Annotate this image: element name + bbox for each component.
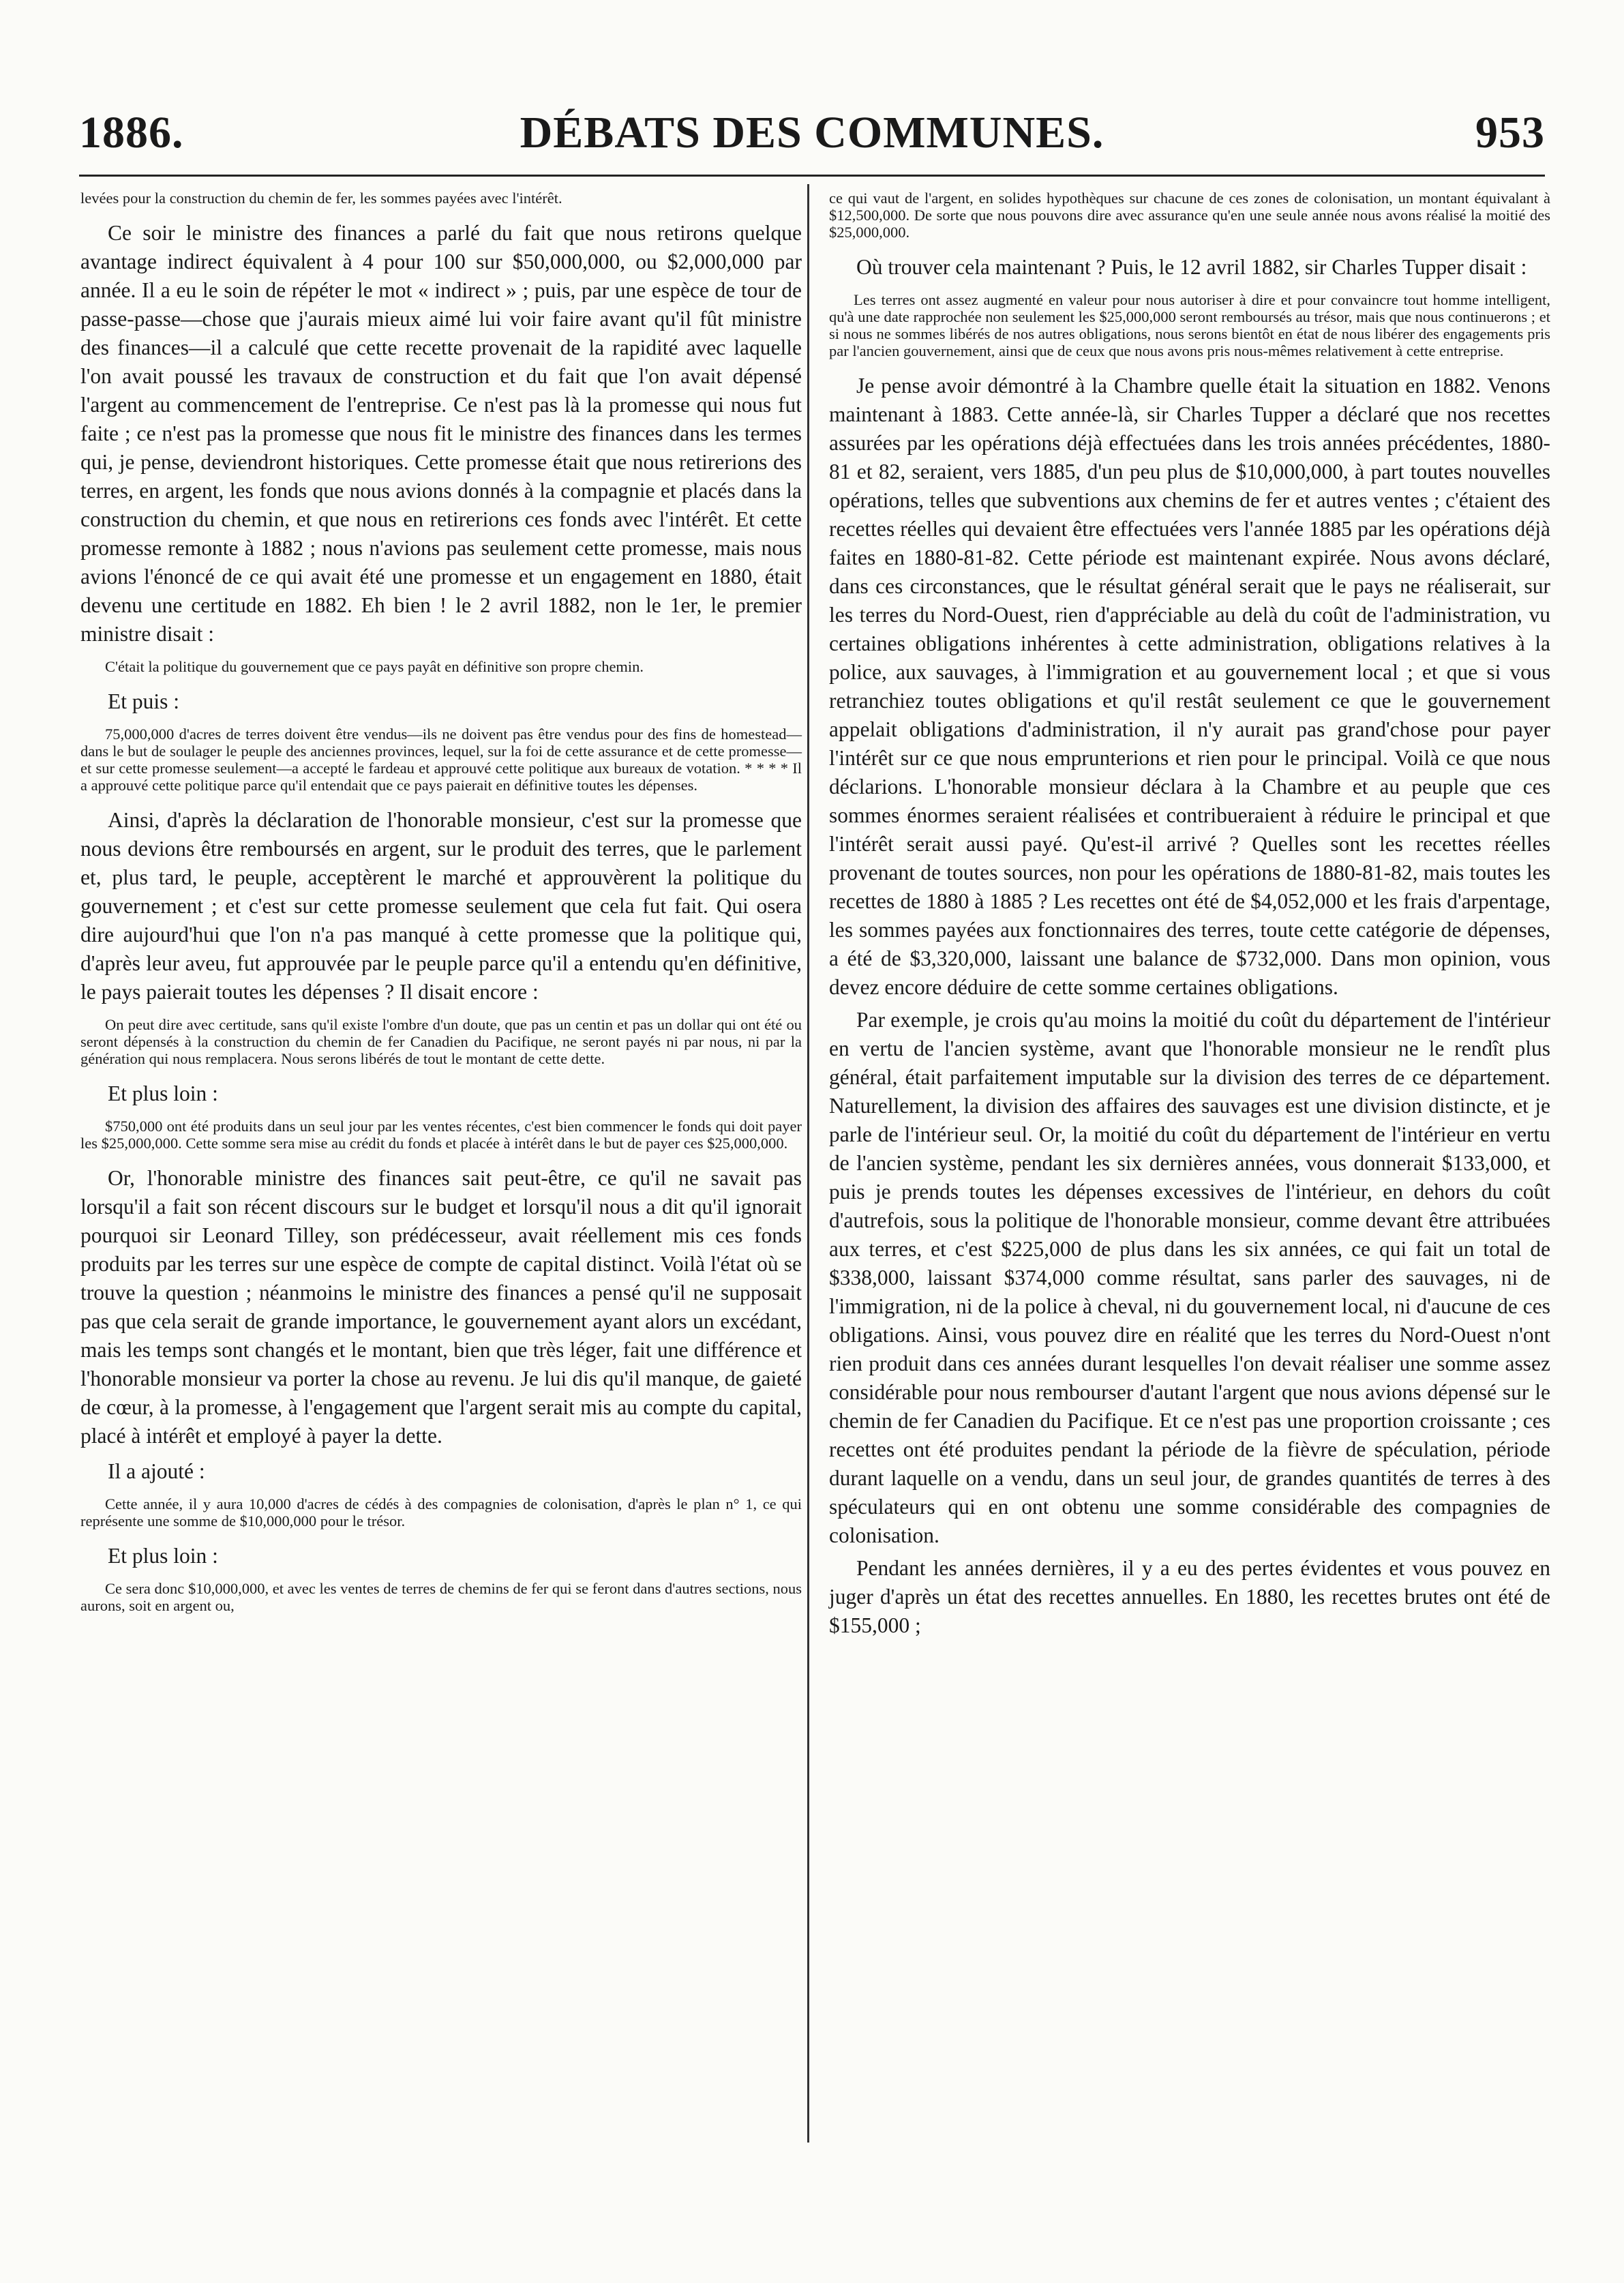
lead-in-line: Et plus loin : — [108, 1081, 218, 1105]
header-page-number: 953 — [1475, 108, 1545, 158]
body-paragraph: Où trouver cela maintenant ? Puis, le 12 avril 1882, sir Charles Tupper disait : — [856, 255, 1527, 279]
quoted-passage: $750,000 ont été produits dans un seul jour par les ventes récentes, c'est bien commencer le fonds qui doit payer les $25,000,000. Cette somme sera mise au crédit du fonds et placée à intérêt dans le but de payer ces $25,000,000. — [80, 1118, 802, 1152]
header-rule — [79, 175, 1545, 177]
quoted-passage: On peut dire avec certitude, sans qu'il existe l'ombre d'un doute, que pas un centin et pas un dollar qui ont été ou seront dépensés à la construction du chemin de fer Canadien du Pacifique, ne seront payés ni par nous, ni par la génération qui nous remplacera. Nous serons libérés de tout le montant de cette dette. — [80, 1016, 802, 1067]
right-column — [829, 190, 1550, 1644]
lead-in-line: Et puis : — [108, 689, 180, 713]
body-paragraph: Or, l'honorable ministre des finances sait peut-être, ce qu'il ne savait pas lorsqu'il a fait son récent discours sur le budget et lorsqu'il nous a dit qu'il ignorait pourquoi sir Leonard Tilley, son prédécesseur, avait réellement mis ces fonds produits par les terres sur une espèce de compte de capital distinct. Voilà l'état où se trouve la question ; néanmoins le ministre des finances a pensé qu'il ne supposait pas que cela serait de grande importance, le gouvernement ayant alors un excédant, mais les temps sont changés et le montant, bien que très léger, fait une différence et l'honorable monsieur va porter la chose au revenu. Je lui dis qu'il manque, de gaieté de cœur, à la promesse, à l'engagement que l'argent serait mis au compte du capital, placé à intérêt et employé à payer la dette. — [80, 1166, 802, 1448]
lead-in-line: Il a ajouté : — [108, 1459, 205, 1483]
body-paragraph: Je pense avoir démontré à la Chambre quelle était la situation en 1882. Venons maintenant à 1883. Cette année-là, sir Charles Tupper a déclaré que nos recettes assurées par les opérations déjà effectuées dans les trois années précédentes, 1880-81 et 82, seraient, vers 1885, d'un peu plus de $10,000,000, à part toutes nouvelles opérations, telles que subventions aux chemins de fer et autres ventes ; c'étaient des recettes réelles qui devaient être effectuées vers l'année 1885 par les opérations déjà faites en 1880-81-82. Cette période est maintenant expirée. Nous avons déclaré, dans ces circonstances, que le résultat général serait que le pays ne réaliserait, sur les terres du Nord-Ouest, rien d'appréciable au delà du coût de l'administration, vu certaines obligations inhérentes à cette administration, obligations relatives à la police, aux sauvages, à l'immigration et au gouvernement local ; et que si vous retranchiez toutes obligations et qu'il restât seulement ce que le gouvernement appelait obligations d'administration, il n'y aurait pas grand'chose pour payer l'intérêt sur ce que nous emprunterions et rien pour le principal. Voilà ce que nous déclarions. L'honorable monsieur déclara à la Chambre et au peuple que ces sommes énormes seraient réalisées et contribueraient à réduire le principal et que l'intérêt serait aussi payé. Qu'est-il arrivé ? Quelles sont les recettes réelles provenant de toutes sources, non pour les opérations de 1880-81-82, mais toutes les recettes de 1880 à 1885 ? Les recettes ont été de $4,052,000 et les frais d'arpentage, les sommes payées aux fonctionnaires des terres, toute cette catégorie de dépenses, a été de $3,320,000, laissant une balance de $732,000. Dans mon opinion, vous devez encore déduire de cette somme certaines obligations. — [829, 374, 1550, 999]
body-paragraph: Par exemple, je crois qu'au moins la moitié du coût du département de l'intérieur en vertu de l'ancien système, avant que l'honorable monsieur ne le rendît plus général, était parfaitement imputable sur la division des terres de ce département. Naturellement, la division des affaires des sauvages est une division distincte, et je parle de l'intérieur seul. Or, la moitié du coût du département de l'intérieur en vertu de l'ancien système, pendant les six dernières années, vous donnerait $133,000, et puis je prends toutes les dépenses excessives de l'intérieur, en dehors du coût d'autrefois, sous la politique de l'honorable monsieur, comme devant être attribuées aux terres, et c'est $225,000 de plus dans les six années, ce qui fait un total de $338,000, laissant $374,000 comme résultat, sans parler des sauvages, ni de l'immigration, ni de la police à cheval, ni du gouvernement local, ni d'aucune de ces obligations. Ainsi, vous pouvez dire en réalité que les terres du Nord-Ouest n'ont rien produit dans ces années durant lesquelles l'on devait réaliser une somme assez considérable pour nous rembourser d'autant l'argent que nous avions dépensé sur le chemin de fer Canadien du Pacifique. Et ce n'est pas une proportion croissante ; ces recettes ont été produites pendant la période de la fièvre de spéculation, période durant laquelle on a vendu, dans un seul jour, de grandes quantités de terres à des spéculateurs qui en ont obtenu une somme considérable des compagnies de colonisation. — [829, 1008, 1550, 1547]
quoted-passage: Cette année, il y aura 10,000 d'acres de cédés à des compagnies de colonisation, d'après le plan n° 1, ce qui représente une somme de $10,000,000 pour le trésor. — [80, 1495, 802, 1530]
quoted-passage: C'était la politique du gouvernement que ce pays payât en définitive son propre chemin. — [105, 658, 644, 675]
body-paragraph: Ainsi, d'après la déclaration de l'honorable monsieur, c'est sur la promesse que nous devions être remboursés en argent, sur le produit des terres, que le parlement et, plus tard, le peuple, acceptèrent le marché et approuvèrent la politique du gouvernement ; et c'est sur cette promesse seulement que cela fut fait. Qui osera dire aujourd'hui que l'on n'a pas manqué à cette promesse que la politique qui, d'après leur aveu, fut approuvée par le peuple parce qu'il a entendu qu'en définitive, le pays paierait toutes les dépenses ? Il disait encore : — [80, 808, 802, 1004]
quoted-passage: 75,000,000 d'acres de terres doivent être vendus—ils ne doivent pas être vendus pour des fins de homestead—dans le but de soulager le peuple des anciennes provinces, lequel, sur la foi de cette assurance et de cette promesse—et sur cette promesse seulement—a accepté le fardeau et approuvé cette politique aux bureaux de votation. * * * * Il a approuvé cette politique parce qu'il entendait que ce pays paierait en définitive toutes les dépenses. — [80, 726, 802, 794]
left-column — [80, 190, 802, 1626]
page-header — [79, 102, 1545, 164]
header-title: DÉBATS DES COMMUNES. — [520, 108, 1104, 158]
quoted-passage-continuation: levées pour la construction du chemin de fer, les sommes payées avec l'intérêt. — [80, 190, 562, 207]
lead-in-line: Et plus loin : — [108, 1544, 218, 1568]
column-divider — [807, 184, 809, 2143]
quoted-passage: Ce sera donc $10,000,000, et avec les ventes de terres de chemins de fer qui se feront dans d'autres sections, nous aurons, soit en argent ou, — [80, 1580, 802, 1614]
quoted-passage: Les terres ont assez augmenté en valeur pour nous autoriser à dire et pour convaincre tout homme intelligent, qu'à une date rapprochée non seulement les $25,000,000 seront remboursés au trésor, mais que nous continuerons ; et si nous ne sommes libérés de nos autres obligations, nous serons bientôt en état de nous libérer des engagements pris par l'ancien gouvernement, ainsi que de ceux que nous avons pris nous-mêmes relativement à cette entreprise. — [829, 291, 1550, 359]
header-year: 1886. — [79, 108, 184, 158]
quoted-passage-continuation: ce qui vaut de l'argent, en solides hypothèques sur chacune de ces zones de colonisation, un montant équivalant à $12,500,000. De sorte que nous pouvons dire avec assurance qu'en une seule année nous avons réalisé la moitié des $25,000,000. — [829, 190, 1550, 241]
body-paragraph: Pendant les années dernières, il y a eu des pertes évidentes et vous pouvez en juger d'après un état des recettes annuelles. En 1880, les recettes brutes ont été de $155,000 ; — [829, 1556, 1550, 1637]
body-paragraph: Ce soir le ministre des finances a parlé du fait que nous retirons quelque avantage indirect équivalent à 4 pour 100 sur $50,000,000, ou $2,000,000 par année. Il a eu le soin de répéter le mot « indirect » ; puis, par une espèce de tour de passe-passe—chose que j'aurais mieux aimé lui voir faire avant qu'il fût ministre des finances—il a calculé que cette recette provenait de la rapidité avec laquelle l'on avait poussé les travaux de construction et du fait que l'on avait dépensé l'argent au commencement de l'entreprise. Ce n'est pas là la promesse qui nous fut faite ; ce n'est pas la promesse que nous fit le ministre des finances dans les termes qui, je pense, deviendront historiques. Cette promesse était que nous retirerions des terres, en argent, les fonds que nous avions donnés à la compagnie et placés dans la construction du chemin, et que nous en retirerions ces fonds avec l'intérêt. Et cette promesse remonte à 1882 ; nous n'avions pas seulement cette promesse, mais nous avions l'énoncé de ce qui avait été une promesse et un engagement en 1880, était devenu une certitude en 1882. Eh bien ! le 2 avril 1882, non le 1er, le premier ministre disait : — [80, 221, 802, 646]
